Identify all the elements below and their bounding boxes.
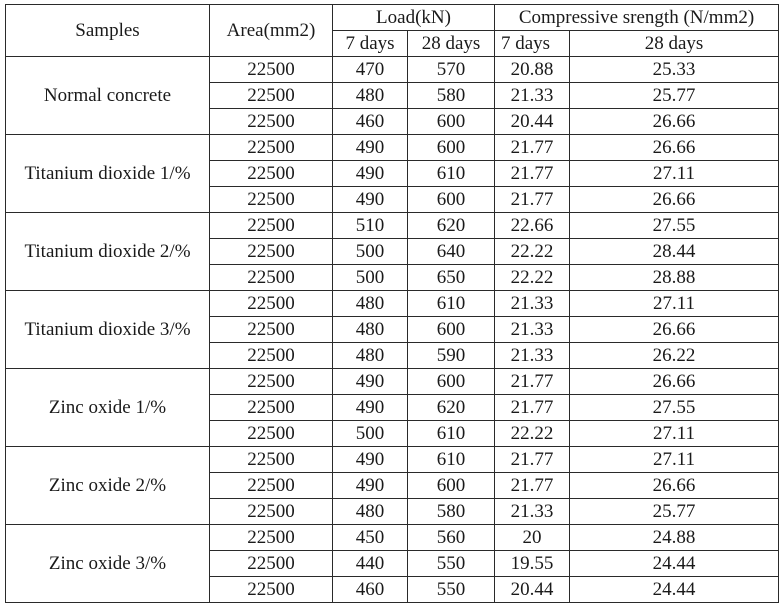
- load-28-days-cell: 610: [408, 421, 495, 447]
- area-cell: 22500: [210, 447, 333, 473]
- table-row: [6, 525, 779, 551]
- area-cell: 22500: [210, 239, 333, 265]
- strength-28-days-cell: 27.11: [570, 291, 779, 317]
- load-7-days-cell: 480: [333, 317, 408, 343]
- load-7-days-cell: 460: [333, 577, 408, 603]
- table-row: [6, 447, 779, 473]
- strength-28-days-cell: 25.77: [570, 83, 779, 109]
- strength-7-days-cell: 21.77: [495, 161, 570, 187]
- strength-7-days-cell: 19.55: [495, 551, 570, 577]
- sample-name-cell: Normal concrete: [6, 57, 210, 135]
- load-28-days-cell: 600: [408, 187, 495, 213]
- header-load-7-days: 7 days: [333, 31, 408, 57]
- load-28-days-cell: 580: [408, 83, 495, 109]
- strength-7-days-cell: 22.22: [495, 421, 570, 447]
- load-7-days-cell: 490: [333, 187, 408, 213]
- strength-7-days-cell: 20: [495, 525, 570, 551]
- strength-28-days-cell: 25.77: [570, 499, 779, 525]
- strength-28-days-cell: 27.11: [570, 161, 779, 187]
- load-7-days-cell: 490: [333, 135, 408, 161]
- area-cell: 22500: [210, 577, 333, 603]
- area-cell: 22500: [210, 421, 333, 447]
- strength-7-days-cell: 20.44: [495, 109, 570, 135]
- sample-name-cell: Titanium dioxide 1/%: [6, 135, 210, 213]
- strength-28-days-cell: 26.66: [570, 473, 779, 499]
- area-cell: 22500: [210, 473, 333, 499]
- load-7-days-cell: 490: [333, 395, 408, 421]
- strength-28-days-cell: 27.11: [570, 447, 779, 473]
- strength-28-days-cell: 26.66: [570, 317, 779, 343]
- strength-7-days-cell: 21.77: [495, 187, 570, 213]
- load-7-days-cell: 490: [333, 473, 408, 499]
- load-7-days-cell: 490: [333, 447, 408, 473]
- table-row: [6, 135, 779, 161]
- load-28-days-cell: 600: [408, 135, 495, 161]
- load-7-days-cell: 500: [333, 265, 408, 291]
- area-cell: 22500: [210, 369, 333, 395]
- load-28-days-cell: 600: [408, 317, 495, 343]
- load-7-days-cell: 490: [333, 161, 408, 187]
- strength-28-days-cell: 27.55: [570, 395, 779, 421]
- load-28-days-cell: 620: [408, 213, 495, 239]
- strength-28-days-cell: 26.66: [570, 109, 779, 135]
- strength-28-days-cell: 26.66: [570, 135, 779, 161]
- area-cell: 22500: [210, 291, 333, 317]
- load-7-days-cell: 480: [333, 291, 408, 317]
- area-cell: 22500: [210, 135, 333, 161]
- load-7-days-cell: 460: [333, 109, 408, 135]
- header-load: Load(kN): [333, 5, 495, 31]
- strength-7-days-cell: 22.66: [495, 213, 570, 239]
- strength-7-days-cell: 22.22: [495, 265, 570, 291]
- load-7-days-cell: 490: [333, 369, 408, 395]
- strength-28-days-cell: 27.11: [570, 421, 779, 447]
- sample-name-cell: Zinc oxide 1/%: [6, 369, 210, 447]
- area-cell: 22500: [210, 57, 333, 83]
- header-area: Area(mm2): [210, 5, 333, 57]
- strength-7-days-cell: 21.77: [495, 135, 570, 161]
- sample-name-cell: Titanium dioxide 2/%: [6, 213, 210, 291]
- sample-name-cell: Titanium dioxide 3/%: [6, 291, 210, 369]
- strength-7-days-cell: 21.77: [495, 369, 570, 395]
- load-28-days-cell: 600: [408, 473, 495, 499]
- strength-28-days-cell: 26.66: [570, 369, 779, 395]
- strength-7-days-cell: 20.88: [495, 57, 570, 83]
- table-row: [6, 57, 779, 83]
- table-body: [6, 57, 779, 603]
- table-row: [6, 291, 779, 317]
- load-7-days-cell: 500: [333, 239, 408, 265]
- strength-28-days-cell: 24.44: [570, 577, 779, 603]
- strength-28-days-cell: 26.22: [570, 343, 779, 369]
- strength-7-days-cell: 22.22: [495, 239, 570, 265]
- area-cell: 22500: [210, 213, 333, 239]
- load-7-days-cell: 480: [333, 343, 408, 369]
- header-strength: Compressive srength (N/mm2): [495, 5, 779, 31]
- load-28-days-cell: 610: [408, 447, 495, 473]
- header-strength-28-days: 28 days: [570, 31, 779, 57]
- load-28-days-cell: 650: [408, 265, 495, 291]
- load-7-days-cell: 440: [333, 551, 408, 577]
- strength-7-days-cell: 20.44: [495, 577, 570, 603]
- load-28-days-cell: 550: [408, 551, 495, 577]
- strength-28-days-cell: 26.66: [570, 187, 779, 213]
- load-28-days-cell: 620: [408, 395, 495, 421]
- compressive-strength-table: [5, 4, 779, 603]
- area-cell: 22500: [210, 83, 333, 109]
- load-7-days-cell: 480: [333, 499, 408, 525]
- load-28-days-cell: 570: [408, 57, 495, 83]
- strength-7-days-cell: 21.33: [495, 499, 570, 525]
- strength-28-days-cell: 24.88: [570, 525, 779, 551]
- sample-name-cell: Zinc oxide 3/%: [6, 525, 210, 603]
- header-load-28-days: 28 days: [408, 31, 495, 57]
- area-cell: 22500: [210, 161, 333, 187]
- area-cell: 22500: [210, 109, 333, 135]
- strength-7-days-cell: 21.33: [495, 343, 570, 369]
- area-cell: 22500: [210, 499, 333, 525]
- load-28-days-cell: 640: [408, 239, 495, 265]
- strength-7-days-cell: 21.77: [495, 473, 570, 499]
- load-28-days-cell: 550: [408, 577, 495, 603]
- sample-name-cell: Zinc oxide 2/%: [6, 447, 210, 525]
- load-7-days-cell: 450: [333, 525, 408, 551]
- load-7-days-cell: 480: [333, 83, 408, 109]
- load-28-days-cell: 610: [408, 161, 495, 187]
- load-7-days-cell: 500: [333, 421, 408, 447]
- strength-28-days-cell: 28.88: [570, 265, 779, 291]
- strength-7-days-cell: 21.77: [495, 447, 570, 473]
- load-7-days-cell: 510: [333, 213, 408, 239]
- area-cell: 22500: [210, 525, 333, 551]
- area-cell: 22500: [210, 551, 333, 577]
- header-strength-7-days: 7 days: [495, 31, 570, 57]
- table-row: [6, 369, 779, 395]
- area-cell: 22500: [210, 395, 333, 421]
- area-cell: 22500: [210, 187, 333, 213]
- table-row: [6, 213, 779, 239]
- strength-7-days-cell: 21.33: [495, 83, 570, 109]
- load-28-days-cell: 590: [408, 343, 495, 369]
- header-samples: Samples: [6, 5, 210, 57]
- load-7-days-cell: 470: [333, 57, 408, 83]
- load-28-days-cell: 610: [408, 291, 495, 317]
- strength-7-days-cell: 21.33: [495, 317, 570, 343]
- strength-28-days-cell: 25.33: [570, 57, 779, 83]
- load-28-days-cell: 560: [408, 525, 495, 551]
- load-28-days-cell: 600: [408, 369, 495, 395]
- load-28-days-cell: 600: [408, 109, 495, 135]
- strength-28-days-cell: 28.44: [570, 239, 779, 265]
- strength-28-days-cell: 27.55: [570, 213, 779, 239]
- strength-7-days-cell: 21.77: [495, 395, 570, 421]
- area-cell: 22500: [210, 265, 333, 291]
- strength-7-days-cell: 21.33: [495, 291, 570, 317]
- load-28-days-cell: 580: [408, 499, 495, 525]
- area-cell: 22500: [210, 317, 333, 343]
- strength-28-days-cell: 24.44: [570, 551, 779, 577]
- area-cell: 22500: [210, 343, 333, 369]
